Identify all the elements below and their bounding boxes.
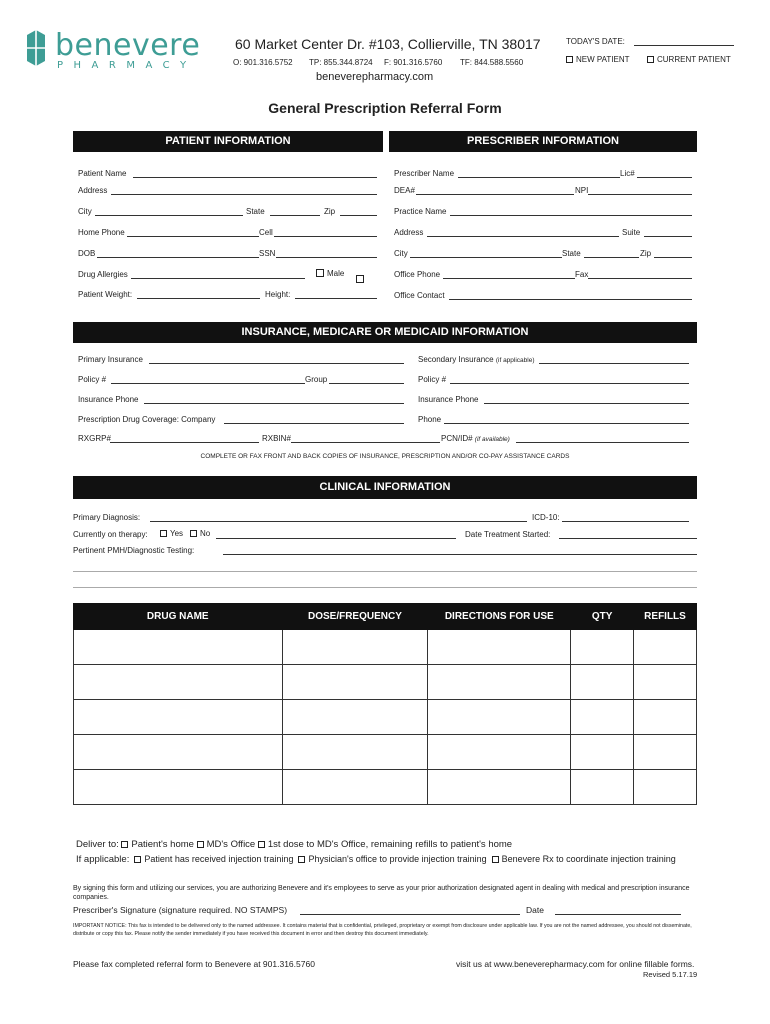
dob-label: DOB [78,249,96,258]
refills-cell[interactable] [634,700,697,735]
checkbox-icon [298,856,305,863]
clinical-info-header: CLINICAL INFORMATION [73,476,697,499]
cell-input[interactable] [274,226,377,237]
rxgrp-input[interactable] [110,432,259,443]
pcn-label: PCN/ID# (if available) [441,434,510,443]
office-contact-input[interactable] [449,289,692,300]
primary-insurance-label: Primary Insurance [78,355,143,364]
physician-training-option[interactable]: Physician's office to provide injection training [298,854,486,864]
column-directions: DIRECTIONS FOR USE [428,604,571,630]
deliver-to-row: Deliver to: Patient's home MD's Office 1st dose to MD's Office, remaining refills to patient's home [76,839,513,850]
patient-name-label: Patient Name [78,169,127,178]
refills-cell[interactable] [634,735,697,770]
directions-cell[interactable] [428,630,571,665]
brand-name: benevere [55,28,201,63]
signature-input[interactable] [300,904,520,915]
website: beneverepharmacy.com [316,71,434,83]
refills-cell[interactable] [634,770,697,805]
fax-input[interactable] [588,268,692,279]
insurance-info-header: INSURANCE, MEDICARE OR MEDICAID INFORMATION [73,322,697,343]
dea-input[interactable] [416,184,574,195]
revision-date: Revised 5.17.19 [643,970,698,979]
office-phone-input[interactable] [443,268,575,279]
rxbin-input[interactable] [291,432,440,443]
phone-office: O: 901.316.5752 [233,58,293,67]
female-option[interactable] [356,269,367,287]
pmh-input-line2[interactable] [73,561,697,572]
lic-input[interactable] [637,167,692,178]
home-phone-input[interactable] [127,226,259,237]
ssn-input[interactable] [276,247,377,258]
phone-tollfree: TF: 844.588.5560 [460,58,524,67]
drug-name-cell[interactable] [74,770,283,805]
primary-diagnosis-label: Primary Diagnosis: [73,513,141,522]
drug-table [73,603,697,805]
pcn-input[interactable] [516,432,689,443]
cell-label: Cell [259,228,273,237]
suite-input[interactable] [644,226,692,237]
benevere-training-option[interactable]: Benevere Rx to coordinate injection training [492,854,676,864]
footer-visit-note: visit us at www.beneverepharmacy.com for online fillable forms. [456,959,695,969]
qty-cell[interactable] [571,630,634,665]
dose-cell[interactable] [282,735,428,770]
secondary-insurance-label: Secondary Insurance (if applicable) [418,355,535,364]
logo-icon [27,30,45,66]
current-therapy-label: Currently on therapy: [73,530,148,539]
form-title: General Prescription Referral Form [268,100,502,116]
prescriber-name-input[interactable] [458,167,620,178]
checkbox-icon [492,856,499,863]
refills-cell[interactable] [634,665,697,700]
dea-label: DEA# [394,186,415,195]
current-patient-option[interactable]: CURRENT PATIENT [647,56,731,64]
checkbox-icon [121,841,128,848]
prescriber-address-label: Address [394,228,424,237]
table-row [74,665,697,700]
policy-input[interactable] [111,373,305,384]
patient-info-header: PATIENT INFORMATION [73,131,383,152]
drug-name-cell[interactable] [74,665,283,700]
patient-zip-input[interactable] [340,205,377,216]
checkbox-icon [258,841,265,848]
qty-cell[interactable] [571,735,634,770]
signature-label: Prescriber's Signature (signature required. NO STAMPS) [73,905,288,915]
pmh-input-line1[interactable] [223,544,697,555]
checkbox-icon [134,856,141,863]
prescriber-city-label: City [394,249,408,258]
table-row [74,630,697,665]
male-option[interactable]: Male [316,269,344,278]
directions-cell[interactable] [428,735,571,770]
secondary-policy-label: Policy # [418,375,447,384]
office-phone-label: Office Phone [394,270,441,279]
column-dose-frequency: DOSE/FREQUENCY [282,604,428,630]
column-refills: REFILLS [634,604,697,630]
coverage-company-label: Prescription Drug Coverage: Company [78,415,216,424]
injection-row: If applicable: Patient has received injection training Physician's office to provide injection training Benevere Rx to coordinate injection training [76,854,676,865]
npi-input[interactable] [588,184,692,195]
policy-label: Policy # [78,375,107,384]
height-label: Height: [265,290,291,299]
icd10-input[interactable] [562,511,689,522]
checkbox-icon [197,841,204,848]
secondary-insurance-phone-input[interactable] [484,393,689,404]
directions-cell[interactable] [428,665,571,700]
coverage-phone-input[interactable] [444,413,689,424]
dose-cell[interactable] [282,630,428,665]
insurance-phone-input[interactable] [144,393,404,404]
table-row [74,700,697,735]
drug-name-cell[interactable] [74,700,283,735]
qty-cell[interactable] [571,700,634,735]
new-patient-option[interactable]: NEW PATIENT [566,56,629,64]
patient-city-label: City [78,207,92,216]
checkbox-icon [647,56,654,63]
height-input[interactable] [295,288,377,299]
brand-subtitle: PHARMACY [57,60,197,71]
practice-name-input[interactable] [450,205,692,216]
rxgrp-label: RXGRP# [78,434,111,443]
lic-label: Lic# [620,169,635,178]
coverage-phone-label: Phone [418,415,442,424]
practice-name-label: Practice Name [394,207,447,216]
therapy-yes-option[interactable]: Yes [160,530,183,538]
deliver-patient-home-option[interactable]: Patient's home [121,839,194,850]
table-row [74,770,697,805]
directions-cell[interactable] [428,770,571,805]
insurance-phone-label: Insurance Phone [78,395,139,404]
qty-cell[interactable] [571,770,634,805]
dose-cell[interactable] [282,665,428,700]
home-phone-label: Home Phone [78,228,125,237]
drug-allergies-label: Drug Allergies [78,270,128,279]
ssn-label: SSN [259,249,276,258]
checkbox-icon [160,530,167,537]
checkbox-icon [316,269,324,277]
prescriber-state-label: State [562,249,581,258]
column-drug-name: DRUG NAME [74,604,283,630]
coverage-company-input[interactable] [224,413,404,424]
checkbox-icon [356,275,364,283]
pharmacy-address: 60 Market Center Dr. #103, Collierville, TN 38017 [235,36,541,52]
secondary-policy-input[interactable] [450,373,689,384]
pmh-input-line3[interactable] [73,577,697,588]
patient-weight-label: Patient Weight: [78,290,133,299]
drug-name-cell[interactable] [74,735,283,770]
group-input[interactable] [329,373,404,384]
office-contact-label: Office Contact [394,291,445,300]
prescriber-state-input[interactable] [584,247,639,258]
patient-address-input[interactable] [111,184,377,195]
date-started-input[interactable] [559,528,697,539]
dose-cell[interactable] [282,770,428,805]
prescriber-city-input[interactable] [410,247,562,258]
suite-label: Suite [622,228,641,237]
checkbox-icon [190,530,197,537]
patient-address-label: Address [78,186,108,195]
footer-fax-note: Please fax completed referral form to Benevere at 901.316.5760 [73,959,315,969]
npi-label: NPI [575,186,589,195]
consent-text: By signing this form and utilizing our services, you are authorizing Benevere and it's employees to serve as your prior authorization designated agent in dealing with medical and prescription insurance companies. [73,885,690,901]
secondary-insurance-input[interactable] [539,353,689,364]
patient-state-label: State [246,207,265,216]
patient-weight-input[interactable] [137,288,260,299]
patient-city-input[interactable] [95,205,243,216]
refills-cell[interactable] [634,630,697,665]
deliver-md-office-option[interactable]: MD's Office [197,839,256,850]
dob-input[interactable] [97,247,259,258]
prescriber-zip-label: Zip [640,249,652,258]
column-qty: QTY [571,604,634,630]
todays-date-label: TODAY'S DATE: [566,37,625,46]
patient-state-input[interactable] [270,205,320,216]
injection-trained-option[interactable]: Patient has received injection training [134,854,293,864]
date-started-label: Date Treatment Started: [465,530,551,539]
patient-zip-label: Zip [324,207,336,216]
therapy-details-input[interactable] [216,528,456,539]
prescriber-info-header: PRESCRIBER INFORMATION [389,131,697,152]
phone-tp: TP: 855.344.8724 [309,58,373,67]
drug-allergies-input[interactable] [131,268,305,279]
signature-date-label: Date [526,905,544,915]
drug-table-header [74,604,697,630]
todays-date-input[interactable] [634,35,734,46]
qty-cell[interactable] [571,665,634,700]
table-row [74,735,697,770]
secondary-insurance-phone-label: Insurance Phone [418,395,479,404]
rxbin-label: RXBIN# [262,434,291,443]
prescriber-zip-input[interactable] [654,247,692,258]
important-notice: IMPORTANT NOTICE: This fax is intended to be delivered only to the named addressee. It contains material that is confidential, privileged, proprietary or exempt from disclosure under applicable law. If you are not the named addressee, you should not disseminate, distribute or copy this fax. Please notify the sender immediately if you have received this document in error and then destroy this document immediately. [73,923,692,937]
prescriber-address-input[interactable] [427,226,619,237]
dose-cell[interactable] [282,700,428,735]
therapy-no-option[interactable]: No [190,530,210,538]
signature-date-input[interactable] [555,904,681,915]
icd10-label: ICD-10: [532,513,560,522]
deliver-first-dose-option[interactable]: 1st dose to MD's Office, remaining refills to patient's home [258,839,512,850]
insurance-copy-note: COMPLETE OR FAX FRONT AND BACK COPIES OF INSURANCE, PRESCRIPTION AND/OR CO-PAY ASSISTANCE CARDS [200,453,570,460]
primary-insurance-input[interactable] [149,353,404,364]
group-label: Group [305,375,328,384]
phone-fax: F: 901.316.5760 [384,58,443,67]
checkbox-icon [566,56,573,63]
primary-diagnosis-input[interactable] [150,511,527,522]
drug-name-cell[interactable] [74,630,283,665]
patient-name-input[interactable] [133,167,377,178]
pmh-label: Pertinent PMH/Diagnostic Testing: [73,546,195,555]
fax-label: Fax [575,270,589,279]
directions-cell[interactable] [428,700,571,735]
prescriber-name-label: Prescriber Name [394,169,455,178]
